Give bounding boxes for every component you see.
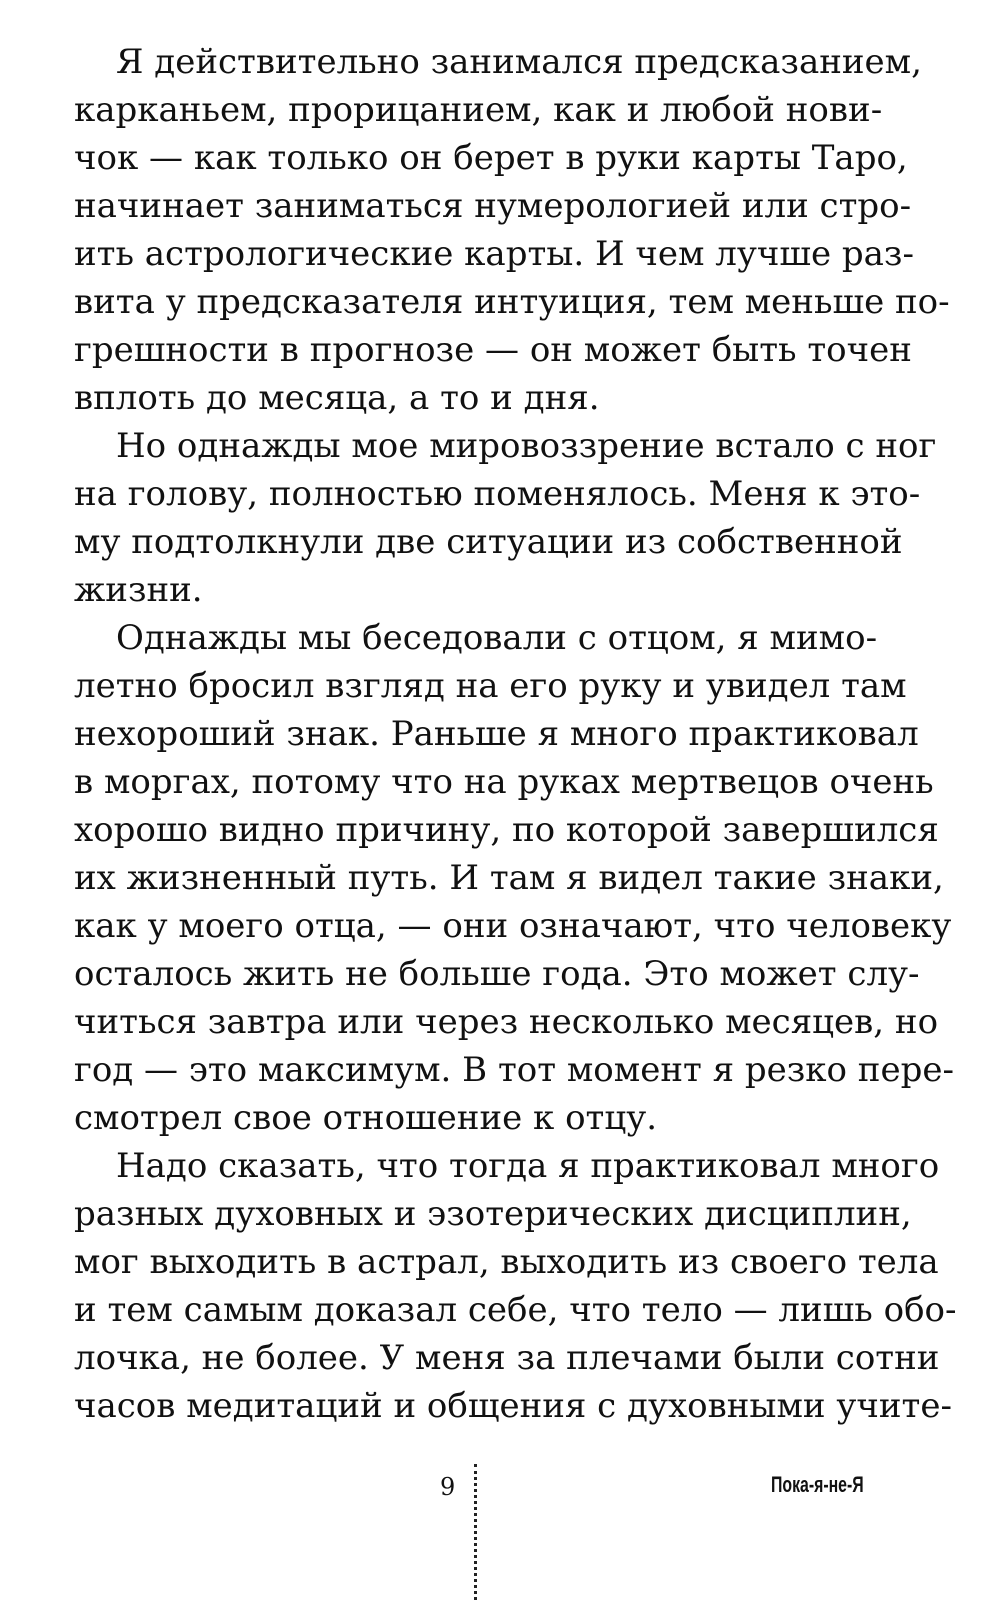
text-line: Но однажды мое мировоззрение встало с ног (116, 426, 937, 466)
text-line: вплоть до месяца, а то и дня. (74, 378, 600, 418)
page-number: 9 (440, 1473, 456, 1501)
text-line: как у моего отца, — они означают, что человеку (74, 906, 952, 946)
text-line: разных духовных и эзотерических дисциплин, (74, 1194, 912, 1234)
text-line: летно бросил взгляд на его руку и увидел там (74, 666, 907, 706)
text-line: Надо сказать, что тогда я практиковал много (116, 1146, 940, 1186)
running-footer-title: Пока-я-не-Я (771, 1472, 864, 1497)
text-line: в моргах, потому что на руках мертвецов очень (74, 762, 934, 802)
text-line: му подтолкнули две ситуации из собственной (74, 522, 903, 562)
text-line: и тем самым доказал себе, что тело — лишь обо- (74, 1290, 957, 1330)
text-line: Однажды мы беседовали с отцом, я мимо- (116, 618, 878, 658)
text-line: нехороший знак. Раньше я много практиковал (74, 714, 919, 754)
text-line: карканьем, прорицанием, как и любой нови- (74, 90, 883, 130)
text-line: начинает заниматься нумерологией или стро- (74, 186, 912, 226)
text-line: чок — как только он берет в руки карты Таро, (74, 138, 908, 178)
text-line: ить астрологические карты. И чем лучше раз- (74, 234, 914, 274)
text-line: смотрел свое отношение к отцу. (74, 1098, 658, 1138)
text-line: осталось жить не больше года. Это может слу- (74, 954, 920, 994)
text-line: грешности в прогнозе — он может быть точен (74, 330, 912, 370)
text-line: мог выходить в астрал, выходить из своего тела (74, 1242, 939, 1282)
text-line: лочка, не более. У меня за плечами были сотни (74, 1338, 940, 1378)
text-line: их жизненный путь. И там я видел такие знаки, (74, 858, 944, 898)
text-line: год — это максимум. В тот момент я резко пере- (74, 1050, 954, 1090)
text-line: вита у предсказателя интуиция, тем меньше по- (74, 282, 950, 322)
text-line: Я действительно занимался предсказанием, (116, 42, 922, 82)
text-line: жизни. (74, 570, 203, 610)
dotted-separator (474, 1464, 477, 1600)
text-line: хорошо видно причину, по которой завершился (74, 810, 939, 850)
text-line: читься завтра или через несколько месяцев, но (74, 1002, 939, 1042)
text-line: часов медитаций и общения с духовными учите- (74, 1386, 952, 1426)
text-line: на голову, полностью поменялось. Меня к это- (74, 474, 921, 514)
